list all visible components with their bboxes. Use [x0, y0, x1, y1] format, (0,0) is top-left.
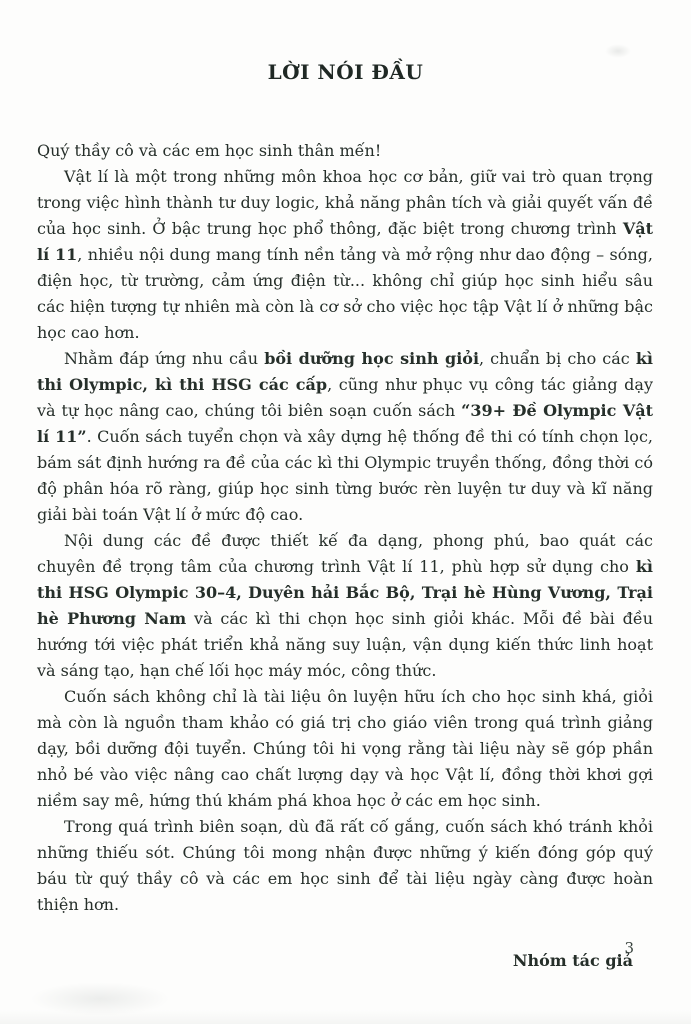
author-signature: Nhóm tác giả [512, 951, 633, 970]
paragraph-closing: Trong quá trình biên soạn, dù đã rất cố gắng, cuốn sách khó tránh khỏi những thiếu sót. Chúng tôi mong nhận được những ý kiến đóng góp quý báu từ quý thầy cô và các em học sinh để tài liệu ngày càng được hoàn thiện hơn. [37, 817, 653, 914]
paragraph-purpose: Nhằm đáp ứng nhu cầu bồi dưỡng học sinh giỏi, chuẩn bị cho các kì thi Olympic, kì thi HSG các cấp, cũng như phục vụ công tác giảng dạy và tự học nâng cao, chúng tôi biên soạn cuốn sách “39+ Đề Olympic Vật lí 11”. Cuốn sách tuyển chọn và xây dựng hệ thống đề thi có tính chọn lọc, bám sát định hướng ra đề của các kì thi Olympic truyền thống, đồng thời có độ phân hóa rõ ràng, giúp học sinh từng bước rèn luyện tư duy và kĩ năng giải bài toán Vật lí ở mức độ cao. [37, 349, 654, 524]
paragraph-intro: Vật lí là một trong những môn khoa học cơ bản, giữ vai trò quan trọng trong việc hình thành tư duy logic, khả năng phân tích và giải quyết vấn đề của học sinh. Ở bậc trung học phổ thông, đặc biệt trong chương trình Vật lí 11, nhiều nội dung mang tính nền tảng và mở rộng như dao động – sóng, điện học, từ trường, cảm ứng điện từ... không chỉ giúp học sinh hiểu sâu các hiện tượng tự nhiên mà còn là cơ sở cho việc học tập Vật lí ở những bậc học cao hơn. [37, 167, 653, 342]
paragraph-audience: Cuốn sách không chỉ là tài liệu ôn luyện hữu ích cho học sinh khá, giỏi mà còn là nguồn tham khảo có giá trị cho giáo viên trong quá trình giảng dạy, bồi dưỡng đội tuyển. Chúng tôi hi vọng rằng tài liệu này sẽ góp phần nhỏ bé vào việc nâng cao chất lượng dạy và học Vật lí, đồng thời khơi gợi niềm say mê, hứng thú khám phá khoa học ở các em học sinh. [37, 687, 653, 810]
scan-artifact [605, 44, 631, 58]
scan-artifact [30, 982, 170, 1016]
page-number: 3 [624, 939, 634, 957]
scan-artifact [0, 1010, 691, 1024]
page-title: LỜI NÓI ĐẦU [267, 60, 424, 84]
greeting-line: Quý thầy cô và các em học sinh thân mến! [37, 141, 382, 160]
paragraph-content-scope: Nội dung các đề được thiết kế đa dạng, phong phú, bao quát các chuyên đề trọng tâm của chương trình Vật lí 11, phù hợp sử dụng cho kì thi HSG Olympic 30–4, Duyên hải Bắc Bộ, Trại hè Hùng Vương, Trại hè Phương Nam và các kì thi chọn học sinh giỏi khác. Mỗi đề bài đều hướng tới việc phát triển khả năng suy luận, vận dụng kiến thức linh hoạt và sáng tạo, hạn chế lối học máy móc, công thức. [37, 531, 654, 680]
page-body [0, 138, 691, 974]
